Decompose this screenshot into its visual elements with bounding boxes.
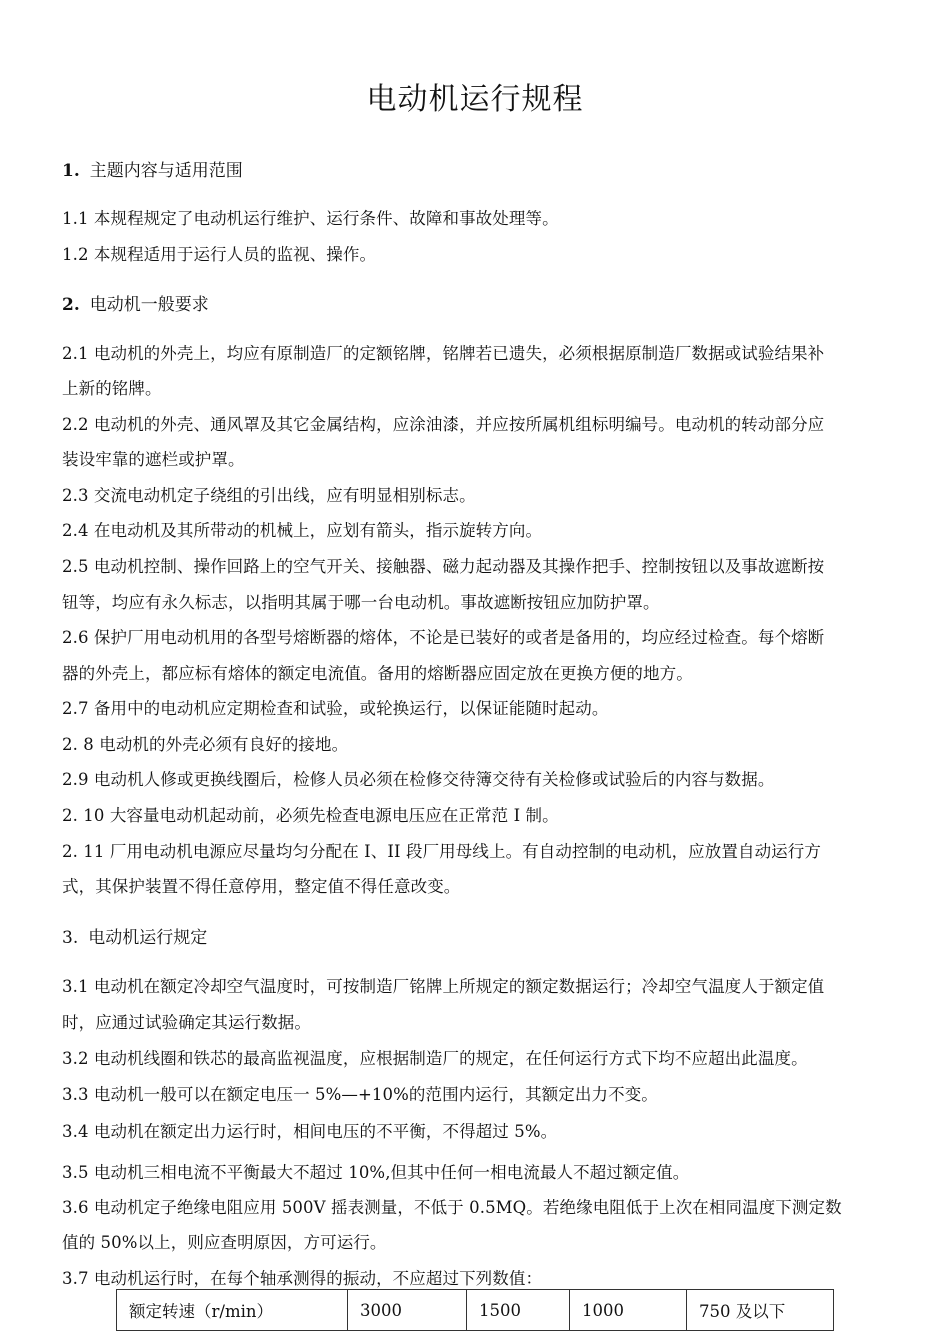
paragraph-line: 2.1 电动机的外壳上，均应有原制造厂的定额铭牌，铭牌若已遗失，必须根据原制造厂数据或试验结果补	[62, 344, 825, 363]
paragraph-line: 器的外壳上，都应标有熔体的额定电流值。备用的熔断器应固定放在更换方便的地方。	[62, 664, 693, 683]
paragraph-line: 3.3 电动机一般可以在额定电压一 5%—+10%的范围内运行，其额定出力不变。	[62, 1085, 658, 1104]
paragraph-line: 2.4 在电动机及其所带动的机械上，应划有箭头，指示旋转方向。	[62, 521, 543, 540]
table-cell: 1500	[467, 1290, 570, 1331]
paragraph-line: 时，应通过试验确定其运行数据。	[62, 1013, 311, 1032]
section-number: 3.	[62, 928, 79, 948]
section-label: 主题内容与适用范围	[89, 161, 243, 181]
section-number: 1.	[62, 161, 80, 181]
table-cell-header: 额定转速（r/min）	[117, 1290, 348, 1331]
paragraph-line: 3.1 电动机在额定冷却空气温度时，可按制造厂铭牌上所规定的额定数据运行；冷却空气温度人于额定值	[62, 977, 825, 996]
paragraph-line: 2. 11 厂用电动机电源应尽量均匀分配在 I、II 段厂用母线上。有自动控制的电动机，应放置自动运行方	[62, 842, 821, 861]
paragraph-line: 2.7 备用中的电动机应定期检查和试验，或轮换运行，以保证能随时起动。	[62, 699, 609, 718]
paragraph-line: 1.2 本规程适用于运行人员的监视、操作。	[62, 245, 377, 264]
paragraph-line: 3.5 电动机三相电流不平衡最大不超过 10%,但其中任何一相电流最人不超过额定值。	[62, 1163, 690, 1182]
section-heading-2	[62, 290, 209, 315]
paragraph-line: 3.2 电动机线圈和铁芯的最高监视温度，应根据制造厂的规定，在任何运行方式下均不应超出此温度。	[62, 1049, 808, 1068]
paragraph-line: 2.6 保护厂用电动机用的各型号熔断器的熔体，不论是已装好的或者是备用的，均应经过检查。每个熔断	[62, 628, 825, 647]
paragraph-line: 1.1 本规程规定了电动机运行维护、运行条件、故障和事故处理等。	[62, 209, 559, 228]
table-row	[117, 1290, 834, 1331]
paragraph-line: 2.2 电动机的外壳、通风罩及其它金属结构，应涂油漆，并应按所属机组标明编号。电动机的转动部分应	[62, 415, 825, 434]
table-cell: 1000	[570, 1290, 687, 1331]
section-label: 电动机运行规定	[88, 928, 208, 948]
paragraph-line: 3.4 电动机在额定出力运行时，相间电压的不平衡，不得超过 5%。	[62, 1122, 558, 1141]
paragraph-line: 值的 50%以上，则应查明原因，方可运行。	[62, 1233, 387, 1252]
section-heading-1	[62, 156, 243, 181]
paragraph-line: 2.9 电动机人修或更换线圈后，检修人员必须在检修交待簿交待有关检修或试验后的内容与数据。	[62, 770, 775, 789]
paragraph-line: 2.3 交流电动机定子绕组的引出线，应有明显相别标志。	[62, 486, 476, 505]
section-heading-3	[62, 923, 207, 948]
page-title: 电动机运行规程	[366, 82, 584, 117]
paragraph-line: 上新的铭牌。	[62, 379, 162, 398]
table-cell: 750 及以下	[687, 1290, 834, 1331]
paragraph-line: 2.5 电动机控制、操作回路上的空气开关、接触器、磁力起动器及其操作把手、控制按钮以及事故遮断按	[62, 557, 825, 576]
vibration-limits-table	[116, 1289, 834, 1331]
paragraph-line: 钮等，均应有永久标志，以指明其属于哪一台电动机。事故遮断按钮应加防护罩。	[62, 593, 660, 612]
paragraph-line: 式，其保护装置不得任意停用，整定值不得任意改变。	[62, 877, 461, 896]
paragraph-line: 3.7 电动机运行时，在每个轴承测得的振动，不应超过下列数值：	[62, 1269, 543, 1288]
paragraph-line: 装设牢靠的遮栏或护罩。	[62, 450, 245, 469]
table-cell: 3000	[348, 1290, 467, 1331]
section-label: 电动机一般要求	[89, 295, 209, 315]
section-number: 2.	[62, 295, 80, 315]
paragraph-line: 3.6 电动机定子绝缘电阻应用 500V 摇表测量，不低于 0.5MQ。若绝缘电阻低于上次在相同温度下测定数	[62, 1198, 842, 1217]
paragraph-line: 2. 8 电动机的外壳必须有良好的接地。	[62, 735, 349, 754]
paragraph-line: 2. 10 大容量电动机起动前，必须先检查电源电压应在正常范 I 制。	[62, 806, 559, 825]
